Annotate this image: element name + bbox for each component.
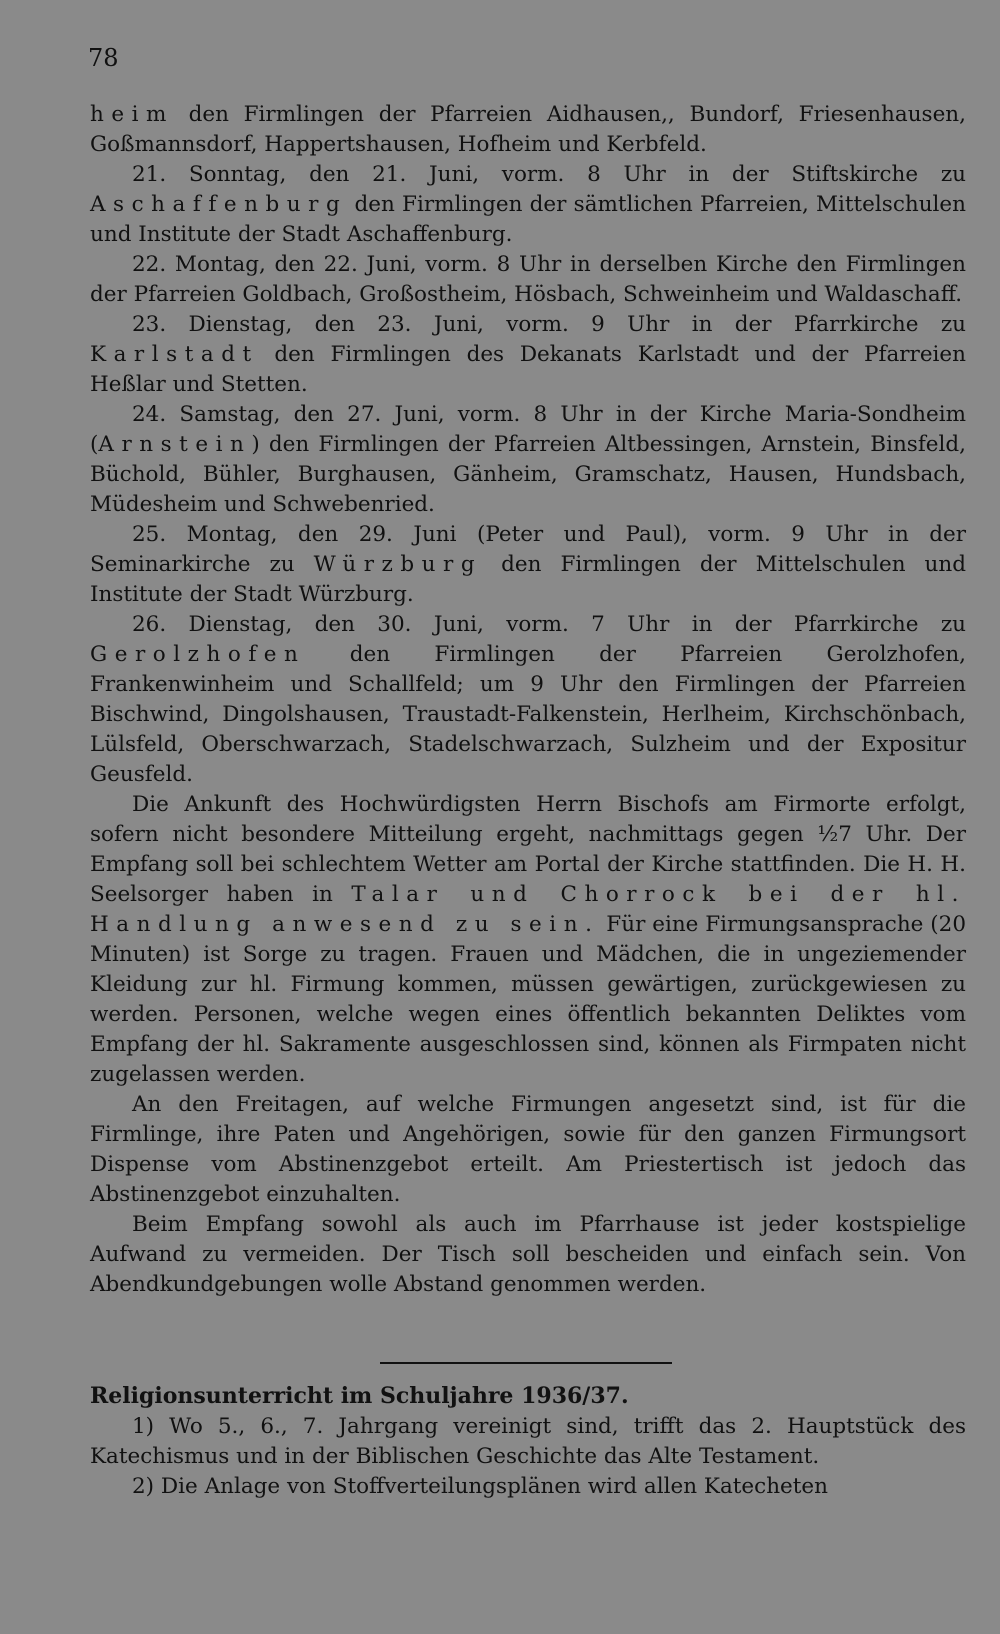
section-religionsunterricht <box>90 1380 966 1502</box>
paragraph <box>90 520 966 610</box>
spaced-text: Arnstein <box>98 432 252 457</box>
text-run: den Firmlingen der Pfarreien Aidhausen,, Bundorf, Friesenhausen, Goßmannsdorf, Happertshausen, Hofheim und Kerbfeld. <box>90 102 966 157</box>
paragraph <box>90 250 966 310</box>
spaced-text: Gerolzhofen <box>90 642 306 667</box>
section-item: 2) Die Anlage von Stoffverteilungsplänen wird allen Katecheten <box>132 1474 828 1499</box>
text-run: 21. Sonntag, den 21. Juni, vorm. 8 Uhr in der Stiftskirche zu <box>132 162 966 187</box>
text-run: Für eine Firmungsansprache (20 Minuten) ist Sorge zu tragen. Frauen und Mädchen, die in ungeziemender Kleidung zur hl. Firmung kommen, müssen gewärtigen, zurückgewiesen zu werden. Personen, welche wegen eines öffentlich bekannten Deliktes vom Empfang der hl. Sakramente ausgeschlossen sind, können als Firmpaten nicht zugelassen werden. <box>90 912 967 1087</box>
section-divider <box>380 1362 672 1364</box>
text-run: 23. Dienstag, den 23. Juni, vorm. 9 Uhr in der Pfarrkirche zu <box>132 312 966 337</box>
text-run: 26. Dienstag, den 30. Juni, vorm. 7 Uhr in der Pfarrkirche zu <box>132 612 966 637</box>
text-run: den Firmlingen der sämtlichen Pfarreien, Mittelschulen und Institute der Stadt Aschaffenburg. <box>90 192 966 247</box>
page-number: 78 <box>88 44 119 72</box>
body-text <box>90 100 966 1300</box>
spaced-text: Aschaffenburg <box>90 192 348 217</box>
spaced-text: heim <box>90 102 174 127</box>
text-run: 24. Samstag, den 27. Juni, vorm. 8 Uhr in der Kirche Maria-Sondheim ( <box>90 402 966 457</box>
paragraph <box>90 400 966 520</box>
paragraph <box>90 790 966 1090</box>
text-run: 25. Montag, den 29. Juni (Peter und Paul), vorm. 9 Uhr in der Seminarkirche zu <box>90 522 966 577</box>
paragraph <box>90 160 966 250</box>
paragraph <box>90 310 966 400</box>
spaced-text: Würzburg <box>313 552 483 577</box>
text-run: ) den Firmlingen der Pfarreien Altbessingen, Arnstein, Binsfeld, Büchold, Bühler, Burghausen, Gänheim, Gramschatz, Hausen, Hundsbach, Müdesheim und Schwebenried. <box>90 432 966 517</box>
text-run: An den Freitagen, auf welche Firmungen angesetzt sind, ist für die Firmlinge, ihre Paten und Angehörigen, sowie für den ganzen Firmungsort Dispense vom Abstinenzgebot erteilt. Am Priestertisch ist jedoch das Abstinenzgebot einzuhalten. <box>90 1092 966 1207</box>
section-heading: Religionsunterricht im Schuljahre 1936/37. <box>90 1383 629 1409</box>
paragraph <box>90 100 966 160</box>
text-run: den Firmlingen der Mittelschulen und Institute der Stadt Würzburg. <box>90 552 967 607</box>
spaced-text: Karlstadt <box>90 342 259 367</box>
section-item: 1) Wo 5., 6., 7. Jahrgang vereinigt sind, trifft das 2. Hauptstück des Katechismus und in der Biblischen Geschichte das Alte Testament. <box>90 1414 966 1469</box>
text-run: Die Ankunft des Hochwürdigsten Herrn Bischofs am Firmorte erfolgt, sofern nicht besondere Mitteilung ergeht, nachmittags gegen ½7 Uhr. Der Empfang soll bei schlechtem Wetter am Portal der Kirche stattfinden. Die H. H. Seelsorger haben in <box>90 792 966 907</box>
text-run: den Firmlingen des Dekanats Karlstadt und der Pfarreien Heßlar und Stetten. <box>90 342 966 397</box>
text-run: Beim Empfang sowohl als auch im Pfarrhause ist jeder kostspielige Aufwand zu vermeiden. Der Tisch soll bescheiden und einfach sein. Von Abendkundgebungen wolle Abstand genommen werden. <box>90 1212 966 1297</box>
paragraph <box>90 1210 966 1300</box>
text-run: 22. Montag, den 22. Juni, vorm. 8 Uhr in derselben Kirche den Firmlingen der Pfarreien Goldbach, Großostheim, Hösbach, Schweinheim und Waldaschaff. <box>90 252 966 307</box>
spaced-text: Talar und Chorrock bei der hl. Handlung anwesend zu sein. <box>90 882 966 937</box>
paragraph <box>90 1090 966 1210</box>
text-run: den Firmlingen der Pfarreien Gerolzhofen, Frankenwinheim und Schallfeld; um 9 Uhr den Firmlingen der Pfarreien Bischwind, Dingolshausen, Traustadt-Falkenstein, Herlheim, Kirchschönbach, Lülsfeld, Oberschwarzach, Stadelschwarzach, Sulzheim und der Expositur Geusfeld. <box>90 642 966 787</box>
paragraph <box>90 610 966 790</box>
